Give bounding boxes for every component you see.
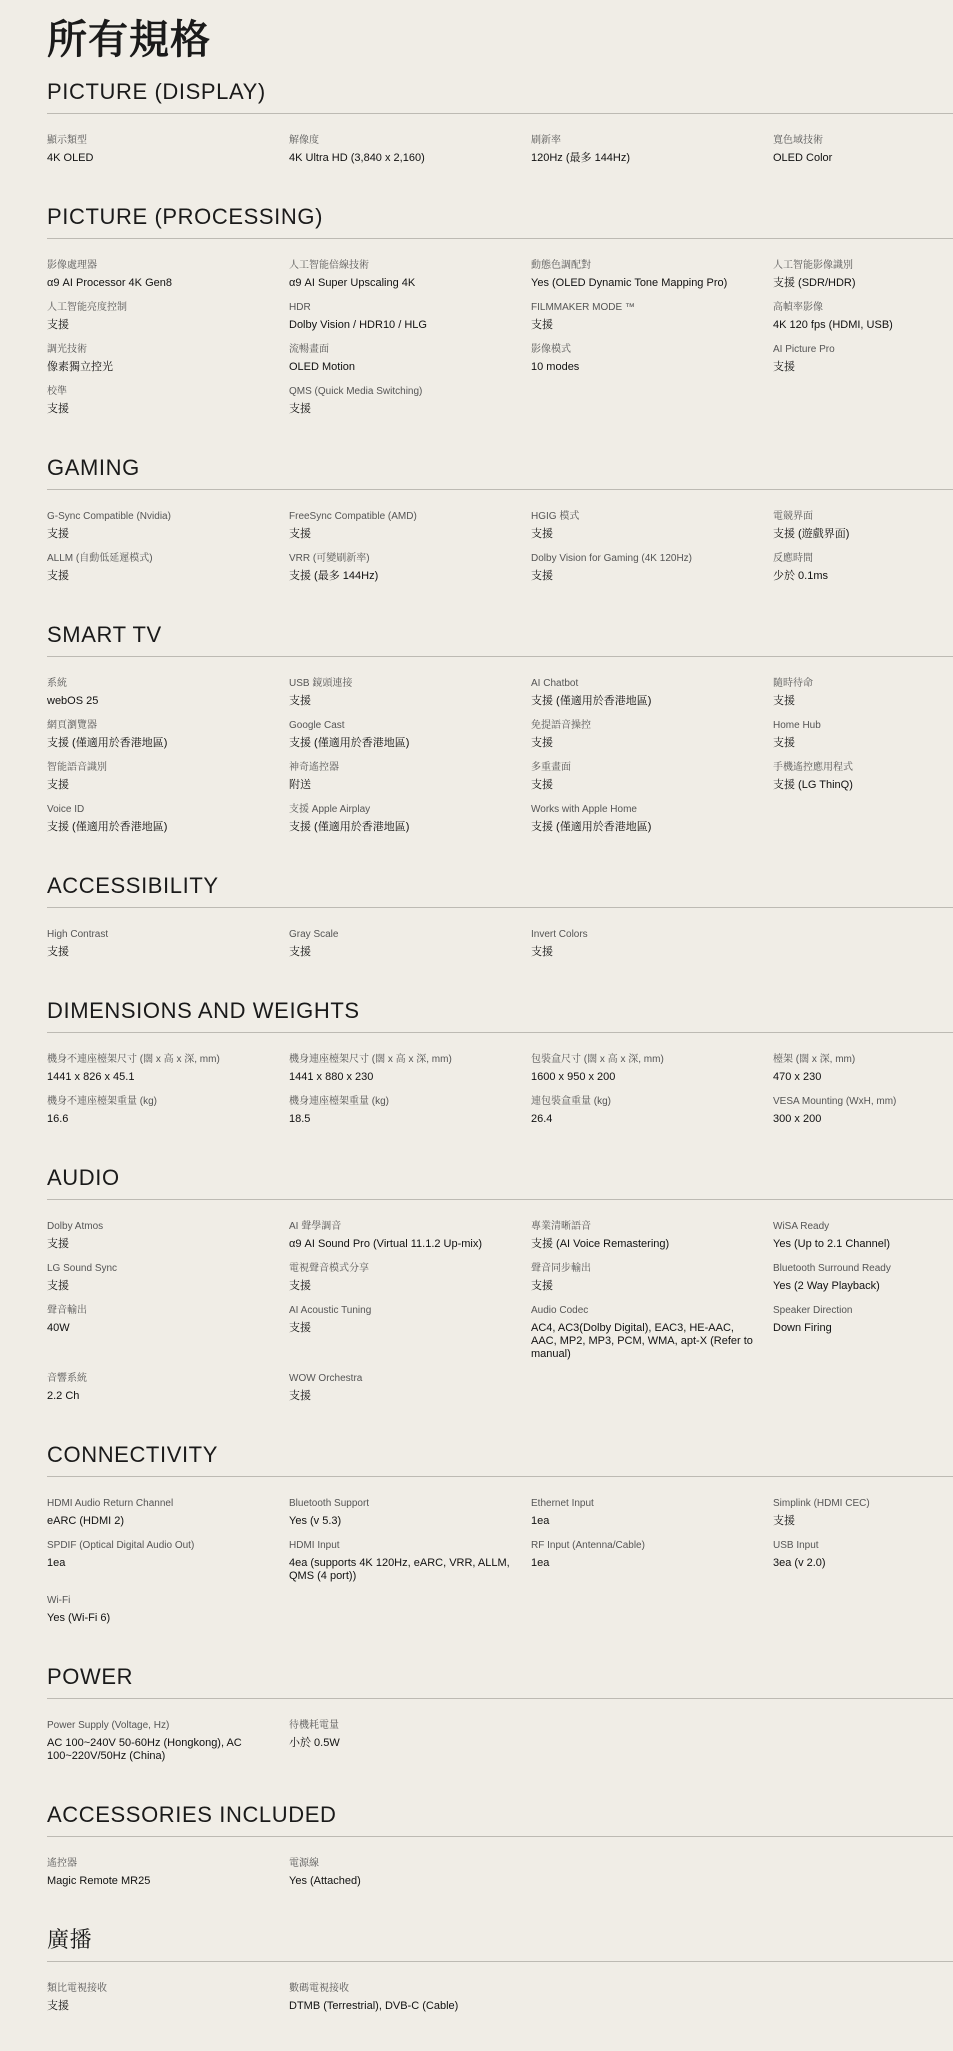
spec-item	[773, 301, 948, 332]
spec-item	[773, 677, 948, 708]
spec-value: 支援 (遊戲界面)	[773, 528, 850, 540]
spec-item	[47, 803, 289, 834]
spec-value: 支援	[531, 779, 553, 791]
spec-item	[47, 1372, 289, 1403]
spec-value: 支援	[289, 1280, 311, 1292]
spec-sections	[47, 78, 953, 2051]
spec-value: 支援	[289, 403, 311, 415]
spec-label: 聲音輸出	[47, 1305, 87, 1316]
section-title: ACCESSIBILITY	[47, 872, 953, 908]
spec-label: Wi-Fi	[47, 1595, 71, 1606]
spec-label: 類比電視接收	[47, 1983, 107, 1994]
spec-label: 顯示類型	[47, 135, 87, 146]
spec-value: 120Hz (最多 144Hz)	[531, 152, 631, 164]
spec-value: Magic Remote MR25	[47, 1875, 151, 1887]
spec-label: Invert Colors	[531, 929, 588, 940]
spec-grid	[47, 1497, 953, 1636]
spec-item	[289, 552, 531, 583]
spec-item	[289, 1719, 531, 1763]
spec-label: 包裝盒尺寸 (闊 x 高 x 深, mm)	[531, 1054, 664, 1065]
spec-label: 神奇遙控器	[289, 762, 339, 773]
spec-value: 支援	[47, 528, 69, 540]
spec-item	[531, 1539, 773, 1583]
spec-item	[289, 1497, 531, 1528]
spec-item	[531, 1262, 773, 1293]
spec-value: eARC (HDMI 2)	[47, 1515, 125, 1527]
spec-value: 支援	[47, 1280, 69, 1292]
spec-value: Yes (2 Way Playback)	[773, 1280, 880, 1292]
spec-page	[0, 16, 953, 2012]
spec-label: AI Picture Pro	[773, 344, 835, 355]
spec-value: 支援 (僅適用於香港地區)	[531, 695, 652, 707]
spec-label: AI 聲學調音	[289, 1221, 342, 1232]
spec-label: 系統	[47, 678, 67, 689]
spec-item	[773, 1262, 948, 1293]
spec-section	[47, 454, 953, 621]
spec-value: OLED Motion	[289, 361, 356, 373]
spec-item	[773, 259, 948, 290]
section-spacer	[47, 427, 953, 454]
section-spacer	[47, 1414, 953, 1441]
spec-value: webOS 25	[47, 695, 99, 707]
spec-item	[531, 719, 773, 750]
spec-grid	[47, 259, 953, 427]
spec-label: HDMI Input	[289, 1540, 340, 1551]
spec-label: 聲音同步輸出	[531, 1263, 591, 1274]
spec-item	[47, 677, 289, 708]
section-title: POWER	[47, 1663, 953, 1699]
spec-label: Dolby Vision for Gaming (4K 120Hz)	[531, 553, 692, 564]
spec-item	[289, 1857, 531, 1888]
spec-value: 支援	[47, 946, 69, 958]
spec-value: α9 AI Super Upscaling 4K	[289, 277, 416, 289]
spec-label: 遙控器	[47, 1858, 77, 1869]
spec-section	[47, 1441, 953, 1663]
spec-label: Home Hub	[773, 720, 821, 731]
spec-section	[47, 872, 953, 997]
spec-label: 人工智能影像識別	[773, 260, 853, 271]
spec-value: 支援	[531, 737, 553, 749]
spec-value: Yes (Attached)	[289, 1875, 361, 1887]
spec-label: 專業清晰語音	[531, 1221, 591, 1232]
spec-value: 少於 0.1ms	[773, 570, 829, 582]
spec-label: ALLM (自動低延遲模式)	[47, 553, 153, 564]
spec-label: Works with Apple Home	[531, 804, 637, 815]
spec-value: 1ea	[531, 1515, 550, 1527]
spec-value: 支援	[47, 779, 69, 791]
spec-value: 支援 (僅適用於香港地區)	[289, 737, 410, 749]
spec-value: 4K Ultra HD (3,840 x 2,160)	[289, 152, 425, 164]
spec-item	[289, 385, 531, 416]
spec-value: 470 x 230	[773, 1071, 822, 1083]
spec-value: 3ea (v 2.0)	[773, 1557, 826, 1569]
section-title: ACCESSORIES INCLUDED	[47, 1801, 953, 1837]
spec-value: 支援 (僅適用於香港地區)	[531, 821, 652, 833]
spec-label: 支援 Apple Airplay	[289, 804, 371, 815]
section-spacer	[47, 176, 953, 203]
spec-label: 手機遙控應用程式	[773, 762, 853, 773]
spec-value: 小於 0.5W	[289, 1737, 340, 1749]
spec-item	[289, 1220, 531, 1251]
spec-item	[47, 343, 289, 374]
spec-item	[531, 552, 773, 583]
spec-item	[773, 719, 948, 750]
spec-label: VESA Mounting (WxH, mm)	[773, 1096, 897, 1107]
spec-label: 校準	[47, 386, 67, 397]
spec-item	[47, 719, 289, 750]
spec-item	[47, 1719, 289, 1763]
spec-item	[531, 259, 773, 290]
spec-item	[773, 1539, 948, 1583]
section-spacer	[47, 1636, 953, 1663]
spec-item	[289, 677, 531, 708]
section-title: AUDIO	[47, 1164, 953, 1200]
section-title: 廣播	[47, 1926, 953, 1962]
spec-value: 10 modes	[531, 361, 580, 373]
spec-item	[289, 1982, 531, 2013]
section-spacer	[47, 594, 953, 621]
spec-value: α9 AI Processor 4K Gen8	[47, 277, 172, 289]
spec-label: 人工智能亮度控制	[47, 302, 127, 313]
spec-item	[531, 1095, 773, 1126]
spec-grid	[47, 1719, 953, 1774]
spec-item	[47, 510, 289, 541]
spec-item	[531, 928, 773, 959]
spec-label: Power Supply (Voltage, Hz)	[47, 1720, 170, 1731]
spec-label: 流暢畫面	[289, 344, 329, 355]
spec-item	[289, 928, 531, 959]
spec-item	[531, 1497, 773, 1528]
spec-value: 支援	[47, 570, 69, 582]
spec-label: 電源線	[289, 1858, 319, 1869]
spec-item	[289, 1262, 531, 1293]
section-spacer	[47, 1137, 953, 1164]
spec-value: 1ea	[47, 1557, 66, 1569]
spec-item	[289, 1304, 531, 1361]
spec-label: RF Input (Antenna/Cable)	[531, 1540, 645, 1551]
spec-label: Voice ID	[47, 804, 85, 815]
spec-item	[47, 134, 289, 165]
spec-label: 多重畫面	[531, 762, 571, 773]
spec-item	[47, 1539, 289, 1583]
spec-item	[289, 1539, 531, 1583]
spec-section	[47, 621, 953, 872]
spec-value: 支援 (僅適用於香港地區)	[289, 821, 410, 833]
spec-item	[773, 1304, 948, 1361]
spec-label: G-Sync Compatible (Nvidia)	[47, 511, 171, 522]
section-spacer	[47, 970, 953, 997]
spec-value: 支援	[773, 1515, 795, 1527]
spec-value: 4ea (supports 4K 120Hz, eARC, VRR, ALLM, QMS (4 port))	[289, 1557, 510, 1582]
spec-item	[47, 928, 289, 959]
spec-value: 支援	[773, 695, 795, 707]
spec-item	[289, 343, 531, 374]
spec-label: VRR (可變刷新率)	[289, 553, 370, 564]
section-spacer	[47, 1774, 953, 1801]
spec-value: OLED Color	[773, 152, 833, 164]
spec-value: 40W	[47, 1322, 70, 1334]
spec-item	[531, 1220, 773, 1251]
spec-item	[47, 1053, 289, 1084]
spec-label: High Contrast	[47, 929, 109, 940]
spec-grid	[47, 928, 953, 970]
spec-label: 連包裝盒重量 (kg)	[531, 1096, 611, 1107]
page-title: 所有規格	[47, 17, 211, 63]
spec-item	[289, 1095, 531, 1126]
section-spacer	[47, 1899, 953, 1926]
spec-label: 電競界面	[773, 511, 813, 522]
spec-section	[47, 203, 953, 454]
spec-label: FILMMAKER MODE ™	[531, 302, 635, 313]
spec-label: 高幀率影像	[773, 302, 823, 313]
spec-value: Yes (Up to 2.1 Channel)	[773, 1238, 890, 1250]
spec-label: 調光技術	[47, 344, 87, 355]
section-title: PICTURE (DISPLAY)	[47, 78, 953, 114]
spec-item	[47, 1304, 289, 1361]
spec-item	[289, 134, 531, 165]
spec-label: Dolby Atmos	[47, 1221, 104, 1232]
spec-value: 1441 x 880 x 230	[289, 1071, 374, 1083]
spec-label: 待機耗電量	[289, 1720, 339, 1731]
spec-item	[773, 343, 948, 374]
spec-value: DTMB (Terrestrial), DVB-C (Cable)	[289, 2000, 459, 2012]
spec-item	[289, 1372, 531, 1403]
spec-label: 檯架 (闊 x 深, mm)	[773, 1054, 856, 1065]
spec-value: 26.4	[531, 1113, 553, 1125]
spec-label: WiSA Ready	[773, 1221, 830, 1232]
spec-section	[47, 1801, 953, 1926]
spec-value: Down Firing	[773, 1322, 832, 1334]
spec-item	[289, 719, 531, 750]
spec-value: 附送	[289, 779, 311, 791]
spec-label: 音響系統	[47, 1373, 87, 1384]
spec-item	[289, 301, 531, 332]
spec-label: HDMI Audio Return Channel	[47, 1498, 174, 1509]
spec-section	[47, 1164, 953, 1441]
spec-value: 1441 x 826 x 45.1	[47, 1071, 135, 1083]
spec-value: 支援	[773, 361, 795, 373]
spec-label: 解像度	[289, 135, 319, 146]
spec-value: 支援	[289, 1322, 311, 1334]
spec-value: 支援 (僅適用於香港地區)	[47, 737, 168, 749]
spec-label: Simplink (HDMI CEC)	[773, 1498, 870, 1509]
spec-value: Yes (Wi-Fi 6)	[47, 1612, 111, 1624]
spec-label: Gray Scale	[289, 929, 339, 940]
spec-label: FreeSync Compatible (AMD)	[289, 511, 417, 522]
spec-label: 動態色調配對	[531, 260, 591, 271]
spec-label: SPDIF (Optical Digital Audio Out)	[47, 1540, 195, 1551]
spec-item	[531, 1304, 773, 1361]
spec-item	[47, 761, 289, 792]
spec-grid	[47, 1982, 953, 2024]
spec-label: 智能語音識別	[47, 762, 107, 773]
spec-value: Yes (OLED Dynamic Tone Mapping Pro)	[531, 277, 728, 289]
spec-section	[47, 78, 953, 203]
spec-value: AC 100~240V 50-60Hz (Hongkong), AC 100~220V/50Hz (China)	[47, 1737, 242, 1762]
spec-label: 機身連座檯架尺寸 (闊 x 高 x 深, mm)	[289, 1054, 452, 1065]
spec-label: LG Sound Sync	[47, 1263, 118, 1274]
spec-grid	[47, 510, 953, 594]
spec-value: 支援	[531, 570, 553, 582]
spec-grid	[47, 1857, 953, 1899]
spec-value: 2.2 Ch	[47, 1390, 80, 1402]
spec-item	[773, 510, 948, 541]
spec-item	[531, 803, 773, 834]
spec-label: 反應時間	[773, 553, 813, 564]
spec-label: 免提語音操控	[531, 720, 591, 731]
spec-value: 支援 (最多 144Hz)	[289, 570, 379, 582]
spec-value: 4K OLED	[47, 152, 94, 164]
spec-item	[47, 1594, 289, 1625]
section-spacer	[47, 845, 953, 872]
section-spacer	[47, 2024, 953, 2051]
spec-label: 機身不連座檯架尺寸 (闊 x 高 x 深, mm)	[47, 1054, 220, 1065]
spec-label: Ethernet Input	[531, 1498, 594, 1509]
spec-value: 18.5	[289, 1113, 311, 1125]
spec-item	[773, 1497, 948, 1528]
spec-section	[47, 1926, 953, 2051]
spec-item	[289, 259, 531, 290]
spec-grid	[47, 677, 953, 845]
spec-value: 支援	[531, 319, 553, 331]
spec-item	[47, 385, 289, 416]
spec-value: 支援	[531, 528, 553, 540]
section-title: DIMENSIONS AND WEIGHTS	[47, 997, 953, 1033]
spec-value: Yes (v 5.3)	[289, 1515, 342, 1527]
spec-value: 支援	[47, 403, 69, 415]
spec-item	[531, 510, 773, 541]
spec-item	[47, 1497, 289, 1528]
spec-label: 機身不連座檯架重量 (kg)	[47, 1096, 157, 1107]
spec-item	[289, 510, 531, 541]
spec-item	[289, 761, 531, 792]
spec-item	[773, 1053, 948, 1084]
spec-label: 隨時待命	[773, 678, 813, 689]
spec-item	[773, 1095, 948, 1126]
spec-value: 支援 (僅適用於香港地區)	[47, 821, 168, 833]
spec-section	[47, 997, 953, 1164]
spec-label: 機身連座檯架重量 (kg)	[289, 1096, 389, 1107]
spec-label: Speaker Direction	[773, 1305, 853, 1316]
spec-value: 支援	[531, 1280, 553, 1292]
spec-value: 支援	[289, 695, 311, 707]
spec-item	[47, 1095, 289, 1126]
spec-value: 支援	[289, 1390, 311, 1402]
spec-label: 刷新率	[531, 135, 561, 146]
spec-item	[289, 803, 531, 834]
spec-value: 300 x 200	[773, 1113, 822, 1125]
spec-label: Bluetooth Surround Ready	[773, 1263, 891, 1274]
spec-item	[47, 552, 289, 583]
spec-section	[47, 1663, 953, 1801]
spec-value: 像素獨立控光	[47, 361, 113, 373]
spec-grid	[47, 1053, 953, 1137]
spec-value: 支援 (SDR/HDR)	[773, 277, 856, 289]
section-title: GAMING	[47, 454, 953, 490]
spec-value: 支援	[531, 946, 553, 958]
spec-label: HGIG 模式	[531, 511, 580, 522]
spec-item	[47, 1982, 289, 2013]
spec-item	[773, 134, 948, 165]
spec-item	[47, 1220, 289, 1251]
spec-grid	[47, 1220, 953, 1414]
spec-value: 支援	[773, 737, 795, 749]
spec-value: 4K 120 fps (HDMI, USB)	[773, 319, 893, 331]
spec-item	[531, 301, 773, 332]
section-title: SMART TV	[47, 621, 953, 657]
spec-item	[531, 343, 773, 374]
spec-label: AI Acoustic Tuning	[289, 1305, 372, 1316]
spec-item	[47, 259, 289, 290]
spec-value: 支援	[47, 319, 69, 331]
spec-label: USB Input	[773, 1540, 819, 1551]
spec-label: 數碼電視接收	[289, 1983, 349, 1994]
spec-label: Google Cast	[289, 720, 345, 731]
spec-value: 支援 (AI Voice Remastering)	[531, 1238, 670, 1250]
spec-label: Audio Codec	[531, 1305, 589, 1316]
spec-value: 1ea	[531, 1557, 550, 1569]
spec-value: 支援	[289, 946, 311, 958]
spec-label: USB 鏡頭連接	[289, 678, 353, 689]
spec-item	[47, 1262, 289, 1293]
spec-label: 電視聲音模式分享	[289, 1263, 369, 1274]
section-title: CONNECTIVITY	[47, 1441, 953, 1477]
spec-item	[773, 1220, 948, 1251]
spec-value: 支援	[289, 528, 311, 540]
section-title: PICTURE (PROCESSING)	[47, 203, 953, 239]
spec-label: 影像處理器	[47, 260, 97, 271]
spec-value: 支援	[47, 2000, 69, 2012]
spec-grid	[47, 134, 953, 176]
spec-item	[531, 1053, 773, 1084]
spec-item	[773, 552, 948, 583]
spec-label: HDR	[289, 302, 311, 313]
spec-label: WOW Orchestra	[289, 1373, 363, 1384]
spec-value: α9 AI Sound Pro (Virtual 11.1.2 Up-mix)	[289, 1238, 483, 1250]
spec-label: 影像模式	[531, 344, 571, 355]
spec-value: AC4, AC3(Dolby Digital), EAC3, HE-AAC, AAC, MP2, MP3, PCM, WMA, apt-X (Refer to manual)	[531, 1322, 753, 1360]
spec-label: 網頁瀏覽器	[47, 720, 97, 731]
spec-item	[47, 301, 289, 332]
spec-label: QMS (Quick Media Switching)	[289, 386, 423, 397]
spec-item	[773, 761, 948, 792]
spec-item	[289, 1053, 531, 1084]
spec-item	[531, 761, 773, 792]
spec-item	[47, 1857, 289, 1888]
spec-value: Dolby Vision / HDR10 / HLG	[289, 319, 427, 331]
spec-label: 寬色域技術	[773, 135, 823, 146]
spec-label: Bluetooth Support	[289, 1498, 370, 1509]
spec-label: 人工智能倍線技術	[289, 260, 369, 271]
spec-value: 支援 (LG ThinQ)	[773, 779, 853, 791]
spec-item	[531, 677, 773, 708]
spec-value: 支援	[47, 1238, 69, 1250]
spec-value: 16.6	[47, 1113, 69, 1125]
spec-label: AI Chatbot	[531, 678, 579, 689]
spec-item	[531, 134, 773, 165]
spec-value: 1600 x 950 x 200	[531, 1071, 616, 1083]
